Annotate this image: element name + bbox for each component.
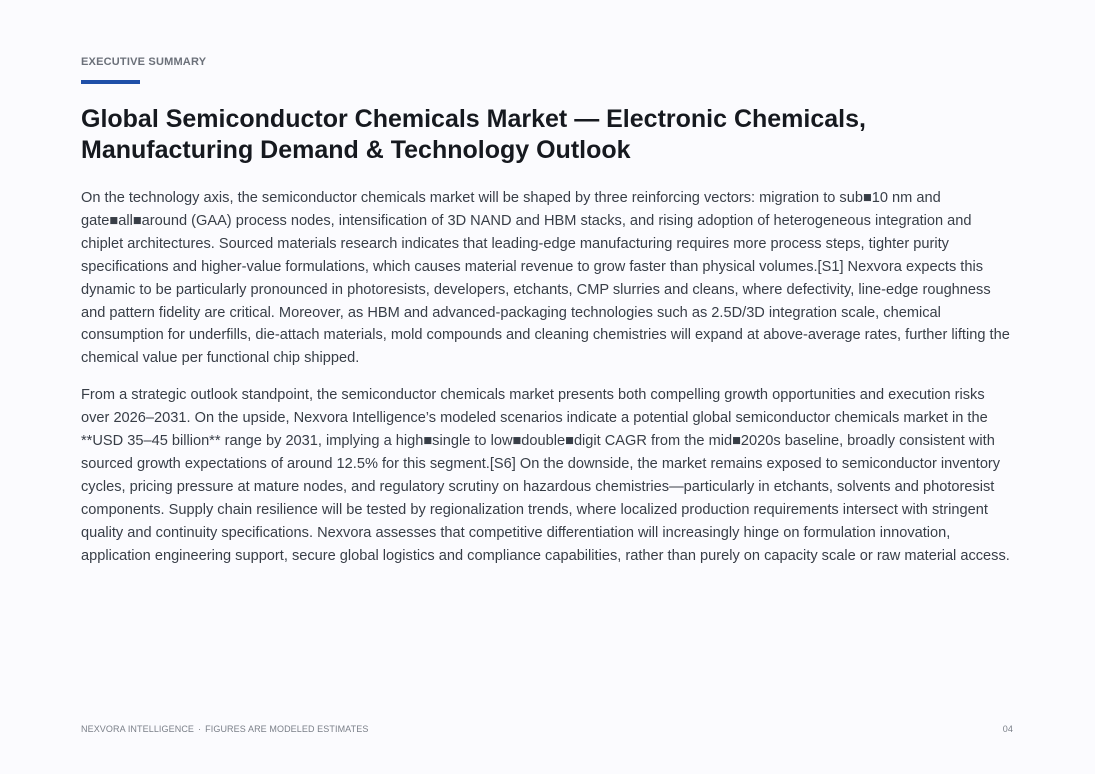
- page-footer: [81, 724, 1013, 734]
- footer-separator: ·: [198, 724, 202, 734]
- section-label: EXECUTIVE SUMMARY: [81, 56, 207, 68]
- accent-bar: [81, 80, 140, 84]
- page-title: Global Semiconductor Chemicals Market — Electronic Chemicals, Manufacturing Demand & Technology Outlook: [81, 105, 866, 164]
- paragraph-technology-outlook: On the technology axis, the semiconductor chemicals market will be shaped by three reinforcing vectors: migration to sub■10 nm and gate■all■around (GAA) process nodes, intensification of 3D NAND and HBM stacks, and rising adoption of heterogeneous integration and chiplet architectures. Sourced materials research indicates that leading-edge manufacturing requires more process steps, tighter purity specifications and higher-value formulations, which causes material revenue to grow faster than physical volumes.[S1] Nexvora expects this dynamic to be particularly pronounced in photoresists, developers, etchants, CMP slurries and cleans, where defectivity, line-edge roughness and pattern fidelity are critical. Moreover, as HBM and advanced-packaging technologies such as 2.5D/3D integration scale, chemical consumption for underfills, die-attach materials, mold compounds and cleaning chemistries will expand at above-average rates, further lifting the chemical value per functional chip shipped.: [81, 190, 1010, 367]
- footer-brand: NEXVORA INTELLIGENCE: [81, 724, 195, 734]
- footer-left: [81, 724, 368, 734]
- paragraph-strategic-outlook: From a strategic outlook standpoint, the semiconductor chemicals market presents both compelling growth opportunities and execution risks over 2026–2031. On the upside, Nexvora Intelligence’s modeled scenarios indicate a potential global semiconductor chemicals market in the **USD 35–45 billion** range by 2031, implying a high■single to low■double■digit CAGR from the mid■2020s baseline, broadly consistent with sourced growth expectations of around 12.5% for this segment.[S6] On the downside, the market remains exposed to semiconductor inventory cycles, pricing pressure at mature nodes, and regulatory scrutiny on hazardous chemistries—particularly in etchants, solvents and photoresist components. Supply chain resilience will be tested by regionalization trends, where localized production requirements intersect with stringent quality and continuity specifications. Nexvora assesses that competitive differentiation will increasingly hinge on formulation innovation, application engineering support, secure global logistics and compliance capabilities, rather than purely on capacity scale or raw material access.: [81, 387, 1010, 564]
- footer-note: FIGURES ARE MODELED ESTIMATES: [205, 724, 369, 734]
- body-text: [81, 187, 1015, 582]
- report-page: [81, 0, 1013, 774]
- page-number: 04: [1002, 724, 1013, 734]
